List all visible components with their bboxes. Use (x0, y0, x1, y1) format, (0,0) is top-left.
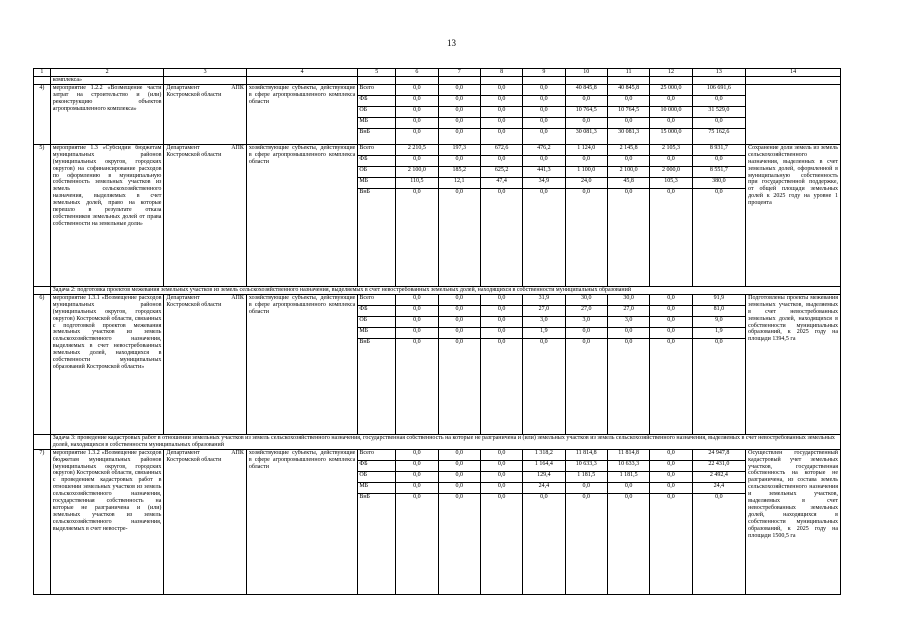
header-col-4: 4 (246, 69, 357, 77)
value-cell: 0,0 (523, 155, 564, 166)
value-cell: 0,0 (455, 493, 463, 500)
task-row (34, 434, 841, 449)
fund-label: ФБ (358, 95, 395, 106)
value-cell: 0,0 (439, 482, 480, 493)
value-cell: 0,0 (667, 188, 675, 195)
value-cell: 0,0 (624, 338, 633, 345)
fund-label: Всего (358, 450, 395, 461)
value-cell: 3,0 (566, 316, 607, 327)
value-cell: 0,0 (566, 95, 607, 106)
year-col-6 (607, 449, 649, 594)
value-cell: 34,9 (523, 177, 564, 188)
fund-label: МБ (358, 177, 395, 188)
fund-labels (358, 294, 396, 434)
value-cell: 0,0 (396, 95, 437, 106)
value-cell: 24 947,8 (693, 450, 746, 461)
header-col-3: 3 (164, 69, 246, 77)
value-cell: 8 551,7 (693, 166, 746, 177)
task-blank (34, 434, 51, 449)
value-cell: 0,0 (396, 155, 437, 166)
value-cell: 0,0 (396, 471, 437, 482)
value-cell: 0,0 (455, 338, 463, 345)
measure-name: мероприятие 1.3.2 «Возмещение расходов бюджетам муниципальных районов (муниципальных округов, городских округов) Костромской области, связанных с проведением кадастровых работ в отношении земельных участков из земель сельскохозяйственного назначения, государственная собственность на которые не разграничена и (или) земельных участков из земель сельскохозяйственного назначения, выделяемых в счет невостре- (50, 449, 164, 594)
value-cell: 476,2 (523, 145, 564, 156)
executor: Департамент АПК Костромской области (164, 294, 246, 434)
value-cell: 0,0 (540, 188, 548, 195)
value-cell: 0,0 (396, 316, 437, 327)
value-cell: 0,0 (608, 117, 649, 128)
value-cell: 0,0 (523, 85, 564, 96)
year-col-8 (692, 449, 746, 594)
value-cell: 11 814,8 (566, 450, 607, 461)
value-cell: 40 845,8 (566, 85, 607, 96)
fund-label: ОБ (358, 166, 395, 177)
header-col-1: 1 (34, 69, 51, 77)
year-col-1 (396, 449, 438, 594)
value-cell: 1 100,0 (566, 166, 607, 177)
value-cell: 30,0 (608, 295, 649, 306)
value-cell: 0,0 (540, 493, 548, 500)
value-cell: 0,0 (650, 327, 691, 338)
year-col-5 (565, 294, 607, 434)
year-col-7 (650, 294, 692, 434)
year-col-8 (692, 84, 746, 144)
value-cell: 0,0 (439, 305, 480, 316)
value-cell: 0,0 (650, 482, 691, 493)
fund-label: ОБ (358, 316, 395, 327)
year-col-8 (692, 144, 746, 286)
fund-label: ВнБ (359, 128, 370, 135)
value-cell: 0,0 (396, 117, 437, 128)
page-number: 13 (447, 38, 456, 48)
value-cell: 0,0 (624, 188, 633, 195)
header-col-7: 7 (438, 69, 480, 77)
header-col-6: 6 (396, 69, 438, 77)
value-cell: 0,0 (715, 493, 723, 500)
value-cell: 0,0 (439, 85, 480, 96)
value-cell: 0,0 (439, 327, 480, 338)
value-cell: 0,0 (608, 327, 649, 338)
value-cell: 47,4 (481, 177, 522, 188)
fund-label: МБ (358, 482, 395, 493)
value-cell: 24,4 (693, 482, 746, 493)
value-cell: 0,0 (439, 106, 480, 117)
fund-label: Всего (358, 145, 395, 156)
value-cell: 0,0 (481, 471, 522, 482)
header-col-11: 11 (607, 69, 649, 77)
value-cell: 0,0 (497, 493, 506, 500)
value-cell: 106 691,6 (693, 85, 746, 96)
value-cell: 0,0 (396, 460, 437, 471)
value-cell: 0,0 (566, 482, 607, 493)
value-cell: 0,0 (582, 493, 591, 500)
value-cell: 2 100,0 (608, 166, 649, 177)
value-cell: 0,0 (566, 327, 607, 338)
value-cell: 0,0 (497, 188, 506, 195)
value-cell: 105,3 (650, 177, 691, 188)
fund-label: ВнБ (359, 188, 370, 195)
measure-name: мероприятие 1.2.2 «Возмещение части затрат на строительство и (или) реконструкцию объектов агропромышленного комплекса» (50, 84, 164, 144)
value-cell: 0,0 (481, 295, 522, 306)
year-col-2 (438, 84, 480, 144)
value-cell: 91,9 (693, 295, 746, 306)
fund-label: ФБ (358, 305, 395, 316)
fund-label: ФБ (358, 460, 395, 471)
value-cell: 31,9 (523, 295, 564, 306)
value-cell: 0,0 (481, 106, 522, 117)
value-cell: 30,0 (566, 295, 607, 306)
value-cell: 0,0 (396, 295, 437, 306)
year-col-5 (565, 144, 607, 286)
value-cell: 129,4 (523, 471, 564, 482)
value-cell: 0,0 (715, 338, 723, 345)
year-col-1 (396, 294, 438, 434)
value-cell: 1 181,5 (608, 471, 649, 482)
value-cell: 27,0 (523, 305, 564, 316)
value-cell: 0,0 (650, 316, 691, 327)
value-cell: 0,0 (439, 95, 480, 106)
value-cell: 1,9 (693, 327, 746, 338)
fund-label: Всего (358, 85, 395, 96)
value-cell: 22 431,0 (693, 460, 746, 471)
value-cell: 0,0 (481, 85, 522, 96)
value-cell: 10 000,0 (650, 106, 691, 117)
value-cell: 0,0 (481, 482, 522, 493)
header-col-13: 13 (692, 69, 746, 77)
value-cell: 0,0 (667, 493, 675, 500)
value-cell: 24,4 (523, 482, 564, 493)
value-cell: 0,0 (455, 128, 463, 135)
value-cell: 81,0 (693, 305, 746, 316)
value-cell: 0,0 (439, 316, 480, 327)
value-cell: 10 633,3 (566, 460, 607, 471)
value-cell: 2 100,0 (396, 166, 437, 177)
header-col-9: 9 (523, 69, 565, 77)
value-cell: 0,0 (455, 188, 463, 195)
result-text: Осуществлен государственный кадастровый учет земельных участков, государственная собственность на которые не разграничена, из состава земель сельскохозяйственного назначения и земельных участков, выделяемых в счет невостребованных земельных долей, находящихся в собственности муниципальных образований, к 2025 году на площади 1500,5 га (746, 449, 841, 594)
value-cell: 0,0 (582, 338, 591, 345)
value-cell: 0,0 (608, 95, 649, 106)
fund-label: ФБ (358, 155, 395, 166)
fund-label: ВнБ (359, 338, 370, 345)
value-cell: 3,0 (608, 316, 649, 327)
value-cell: 0,0 (481, 155, 522, 166)
value-cell: 0,0 (650, 471, 691, 482)
program-table (33, 68, 841, 595)
task-text: Задача 3: проведение кадастровых работ в отношении земельных участков из земель сельскохозяйственного назначения, государственная собственность на которые не разграничена и (или) земельных участков из земель сельскохозяйственного назначения, выделяемых в счет невостребованных земельных долей, находящихся в собственности муниципальных образований (50, 434, 840, 449)
value-cell: 0,0 (439, 460, 480, 471)
value-cell: 1 124,0 (566, 145, 607, 156)
value-cell: 31 529,0 (693, 106, 746, 117)
measure-name: мероприятие 1.3 «Субсидии бюджетам муниципальных районов (муниципальных округов, городских округов) на софинансирование расходов по оформлению в муниципальную собственность земельных участков из земель сельскохозяйственного назначения, выделяемых в счет земельных долей, право на которые перешло в результате отказа собственников земельных долей от права собственности на земельные доли» (50, 144, 164, 286)
year-col-7 (650, 449, 692, 594)
fund-label: МБ (358, 117, 395, 128)
value-cell: 0,0 (439, 450, 480, 461)
value-cell: 0,0 (540, 338, 548, 345)
value-cell: 30 081,3 (618, 128, 640, 135)
value-cell: 2 492,4 (693, 471, 746, 482)
value-cell: 0,0 (396, 106, 437, 117)
measure-name: мероприятие 1.3.1 «Возмещение расходов муниципальных районов (муниципальных округов, городских округов) Костромской области, связанных с подготовкой проектов межевания земельных участков из земель сельскохозяйственного назначения, выделяемых в счет невостребованных земельных долей, находящихся в собственности муниципальных образований Костромской области» (50, 294, 164, 434)
value-cell: 0,0 (650, 117, 691, 128)
participant: хозяйствующие субъекты, действующие в сфере агропромышленного комплекса области (246, 449, 357, 594)
measure-row (34, 144, 841, 286)
value-cell: 0,0 (608, 155, 649, 166)
value-cell: 672,6 (481, 145, 522, 156)
task-row (34, 286, 841, 294)
carry-text: комплекса» (50, 77, 164, 85)
year-col-1 (396, 84, 438, 144)
value-cell: 0,0 (650, 305, 691, 316)
header-col-5: 5 (358, 69, 396, 77)
value-cell: 10 764,5 (566, 106, 607, 117)
participant: хозяйствующие субъекты, действующие в сфере агропромышленного комплекса области (246, 294, 357, 434)
value-cell: 0,0 (481, 305, 522, 316)
value-cell: 12,1 (439, 177, 480, 188)
value-cell: 0,0 (396, 482, 437, 493)
value-cell: 0,0 (439, 471, 480, 482)
year-col-3 (480, 449, 522, 594)
value-cell: 0,0 (439, 295, 480, 306)
value-cell: 24,0 (566, 177, 607, 188)
value-cell: 0,0 (608, 482, 649, 493)
fund-label: ВнБ (359, 493, 370, 500)
value-cell: 0,0 (650, 155, 691, 166)
value-cell: 0,0 (624, 493, 633, 500)
executor: Департамент АПК Костромской области (164, 84, 246, 144)
value-cell: 0,0 (413, 128, 421, 135)
value-cell: 0,0 (413, 338, 421, 345)
row-number: 5) (34, 144, 51, 286)
header-col-12: 12 (650, 69, 692, 77)
value-cell: 0,0 (650, 460, 691, 471)
executor: Департамент АПК Костромской области (164, 449, 246, 594)
value-cell: 0,0 (396, 327, 437, 338)
row-number: 4) (34, 84, 51, 144)
value-cell: 2 210,5 (396, 145, 437, 156)
year-col-7 (650, 84, 692, 144)
value-cell: 110,5 (396, 177, 437, 188)
value-cell: 625,2 (481, 166, 522, 177)
row-number: 6) (34, 294, 51, 434)
task-blank (34, 286, 51, 294)
year-col-6 (607, 294, 649, 434)
value-cell: 1,9 (523, 327, 564, 338)
fund-label: ОБ (358, 471, 395, 482)
value-cell: 185,2 (439, 166, 480, 177)
value-cell: 0,0 (650, 95, 691, 106)
header-col-2: 2 (50, 69, 164, 77)
year-col-7 (650, 144, 692, 286)
value-cell: 0,0 (693, 95, 746, 106)
year-col-3 (480, 84, 522, 144)
result-text: Сохранение доли земель из земель сельскохозяйственного назначения, выделенных в счет земельных долей, оформленной в муниципальную собственность при государственной поддержке, от общей площади земельных долей к 2025 году на уровне 1 процента (746, 144, 841, 286)
year-col-2 (438, 144, 480, 286)
year-col-6 (607, 84, 649, 144)
value-cell: 2 105,3 (650, 145, 691, 156)
value-cell: 0,0 (566, 155, 607, 166)
result-text: Подготовлены проекты межевания земельных участков, выделяемых в счет невостребованных земельных долей, находящихся в собственности муниципальных образований, к 2025 году на площади 1394,5 га (746, 294, 841, 434)
year-col-4 (523, 144, 565, 286)
year-col-5 (565, 449, 607, 594)
value-cell: 2 000,0 (650, 166, 691, 177)
year-col-4 (523, 84, 565, 144)
value-cell: 0,0 (439, 155, 480, 166)
value-cell: 1 318,2 (523, 450, 564, 461)
value-cell: 0,0 (481, 327, 522, 338)
value-cell: 0,0 (693, 117, 746, 128)
value-cell: 0,0 (715, 188, 723, 195)
measure-row (34, 449, 841, 594)
value-cell: 0,0 (481, 450, 522, 461)
value-cell: 10 764,5 (608, 106, 649, 117)
value-cell: 0,0 (540, 128, 548, 135)
value-cell: 0,0 (481, 460, 522, 471)
fund-label: МБ (358, 327, 395, 338)
value-cell: 27,0 (566, 305, 607, 316)
value-cell: 30 081,3 (575, 128, 597, 135)
header-col-14: 14 (746, 69, 841, 77)
year-col-2 (438, 294, 480, 434)
year-col-5 (565, 84, 607, 144)
value-cell: 0,0 (667, 338, 675, 345)
year-col-1 (396, 144, 438, 286)
value-cell: 0,0 (481, 95, 522, 106)
measure-row (34, 84, 841, 144)
header-row (34, 69, 841, 77)
value-cell: 441,3 (523, 166, 564, 177)
value-cell: 3,0 (523, 316, 564, 327)
row-number: 7) (34, 449, 51, 594)
value-cell: 2 145,8 (608, 145, 649, 156)
carry-row (34, 77, 841, 85)
value-cell: 75 162,6 (708, 128, 730, 135)
measure-row (34, 294, 841, 434)
year-col-4 (523, 449, 565, 594)
year-col-2 (438, 449, 480, 594)
value-cell: 1 164,4 (523, 460, 564, 471)
fund-label: ОБ (358, 106, 395, 117)
value-cell: 0,0 (566, 117, 607, 128)
fund-labels (358, 84, 396, 144)
value-cell: 1 181,5 (566, 471, 607, 482)
task-text: Задача 2: подготовка проектов межевания земельных участков из земель сельскохозяйственного назначения, выделяемых в счет невостребованных земельных долей, находящихся в собственности муниципальных образований (50, 286, 840, 294)
year-col-6 (607, 144, 649, 286)
value-cell: 0,0 (650, 295, 691, 306)
result-text (746, 84, 841, 144)
value-cell: 0,0 (523, 95, 564, 106)
value-cell: 0,0 (481, 117, 522, 128)
fund-label: Всего (358, 295, 395, 306)
value-cell: 45,8 (608, 177, 649, 188)
value-cell: 0,0 (396, 305, 437, 316)
value-cell: 0,0 (413, 493, 421, 500)
participant: хозяйствующие субъекты, действующие в сфере агропромышленного комплекса области (246, 144, 357, 286)
executor: Департамент АПК Костромской области (164, 144, 246, 286)
value-cell: 40 845,8 (608, 85, 649, 96)
value-cell: 27,0 (608, 305, 649, 316)
value-cell: 15 000,0 (660, 128, 682, 135)
fund-labels (358, 144, 396, 286)
value-cell: 0,0 (439, 117, 480, 128)
value-cell: 25 000,0 (650, 85, 691, 96)
value-cell: 0,0 (582, 188, 591, 195)
value-cell: 0,0 (650, 450, 691, 461)
value-cell: 11 814,8 (608, 450, 649, 461)
value-cell: 0,0 (413, 188, 421, 195)
participant: хозяйствующие субъекты, действующие в сфере агропромышленного комплекса области (246, 84, 357, 144)
year-col-8 (692, 294, 746, 434)
header-col-10: 10 (565, 69, 607, 77)
value-cell: 10 633,3 (608, 460, 649, 471)
value-cell: 0,0 (497, 128, 506, 135)
value-cell: 0,0 (481, 316, 522, 327)
year-col-3 (480, 144, 522, 286)
year-col-4 (523, 294, 565, 434)
year-col-3 (480, 294, 522, 434)
value-cell: 0,0 (396, 85, 437, 96)
value-cell: 0,0 (497, 338, 506, 345)
value-cell: 197,3 (439, 145, 480, 156)
value-cell: 0,0 (693, 155, 746, 166)
value-cell: 0,0 (523, 106, 564, 117)
header-col-8: 8 (480, 69, 522, 77)
fund-labels (358, 449, 396, 594)
value-cell: 8 931,7 (693, 145, 746, 156)
value-cell: 380,0 (693, 177, 746, 188)
value-cell: 0,0 (523, 117, 564, 128)
value-cell: 0,0 (396, 450, 437, 461)
value-cell: 9,0 (693, 316, 746, 327)
